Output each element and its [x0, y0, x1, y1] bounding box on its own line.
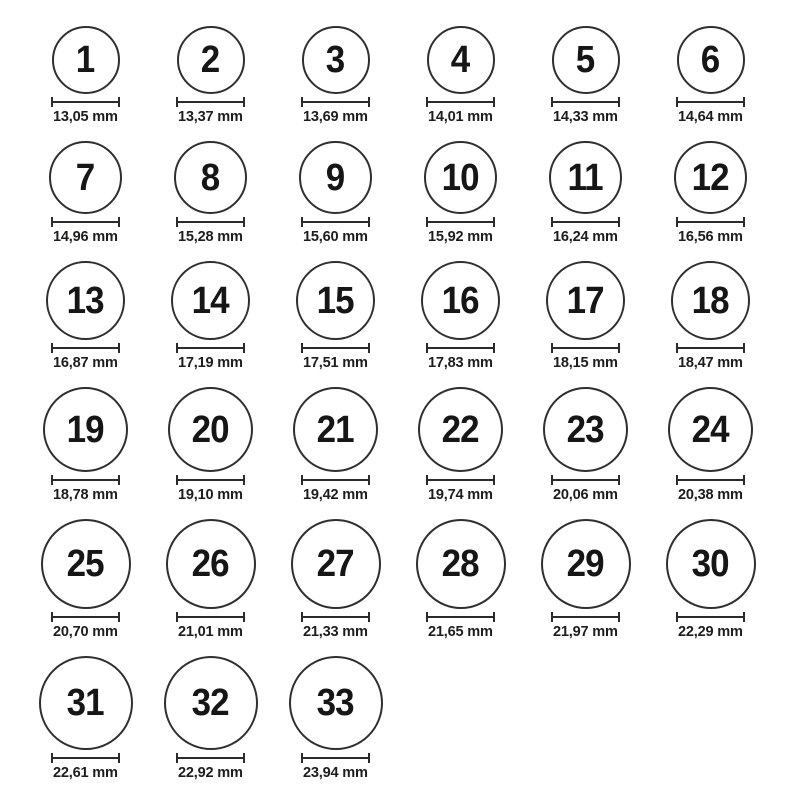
- ring-circle: [49, 141, 122, 214]
- ring-size-cell: [398, 261, 523, 371]
- diameter-ruler-icon: [51, 97, 120, 107]
- ring-circle: [668, 387, 753, 472]
- ring-circle: [543, 387, 628, 472]
- ring-size-cell: [273, 141, 398, 245]
- diameter-label: 16,24 mm: [553, 228, 618, 245]
- ring-circle: [293, 387, 378, 472]
- ring-circle: [164, 656, 258, 750]
- ring-size-number: 31: [66, 682, 105, 724]
- ring-circle: [424, 141, 497, 214]
- diameter-ruler-icon: [551, 97, 620, 107]
- ring-circle: [299, 141, 372, 214]
- diameter-ruler-icon: [551, 475, 620, 485]
- diameter-label: 21,97 mm: [553, 623, 618, 640]
- ring-size-cell: [148, 141, 273, 245]
- ring-size-cell: [273, 261, 398, 371]
- diameter-ruler-icon: [676, 97, 745, 107]
- ring-size-number: 1: [76, 39, 95, 81]
- diameter-label: 21,65 mm: [428, 623, 493, 640]
- ring-size-number: 30: [691, 543, 730, 585]
- ring-size-number: 21: [316, 408, 355, 451]
- diameter-label: 20,70 mm: [53, 623, 118, 640]
- ring-size-number: 26: [191, 543, 230, 585]
- ring-size-cell: [398, 26, 523, 125]
- diameter-label: 17,83 mm: [428, 354, 493, 371]
- ring-circle: [427, 26, 495, 94]
- diameter-ruler-icon: [676, 475, 745, 485]
- diameter-label: 13,05 mm: [53, 108, 118, 125]
- diameter-label: 16,56 mm: [678, 228, 743, 245]
- diameter-label: 17,19 mm: [178, 354, 243, 371]
- ring-circle: [677, 26, 745, 94]
- ring-size-number: 14: [191, 279, 230, 322]
- diameter-label: 14,64 mm: [678, 108, 743, 125]
- diameter-label: 14,01 mm: [428, 108, 493, 125]
- ring-size-number: 28: [441, 543, 480, 585]
- ring-size-cell: [23, 519, 148, 640]
- ring-size-cell: [23, 141, 148, 245]
- ring-size-number: 20: [191, 408, 230, 451]
- diameter-ruler-icon: [301, 475, 370, 485]
- ring-circle: [666, 519, 756, 609]
- diameter-ruler-icon: [51, 475, 120, 485]
- diameter-label: 19,74 mm: [428, 486, 493, 503]
- ring-size-cell: [523, 519, 648, 640]
- diameter-label: 15,60 mm: [303, 228, 368, 245]
- diameter-label: 20,06 mm: [553, 486, 618, 503]
- ring-size-number: 4: [451, 39, 470, 81]
- diameter-label: 18,78 mm: [53, 486, 118, 503]
- ring-size-number: 12: [691, 156, 730, 199]
- diameter-label: 21,33 mm: [303, 623, 368, 640]
- diameter-ruler-icon: [551, 217, 620, 227]
- ring-circle: [43, 387, 128, 472]
- diameter-ruler-icon: [176, 217, 245, 227]
- ring-size-number: 9: [326, 156, 345, 199]
- ring-size-number: 2: [201, 39, 220, 81]
- diameter-ruler-icon: [301, 343, 370, 353]
- ring-size-number: 3: [326, 39, 345, 81]
- diameter-label: 23,94 mm: [303, 764, 368, 781]
- ring-circle: [671, 261, 750, 340]
- size-row: [23, 261, 800, 371]
- ring-circle: [171, 261, 250, 340]
- ring-size-number: 29: [566, 543, 605, 585]
- diameter-label: 14,33 mm: [553, 108, 618, 125]
- ring-circle: [552, 26, 620, 94]
- ring-size-cell: [148, 519, 273, 640]
- ring-size-cell: [148, 387, 273, 503]
- ring-size-number: 7: [76, 156, 95, 199]
- ring-size-number: 17: [566, 279, 605, 322]
- ring-size-cell: [398, 387, 523, 503]
- diameter-label: 22,92 mm: [178, 764, 243, 781]
- diameter-ruler-icon: [176, 753, 245, 763]
- diameter-label: 21,01 mm: [178, 623, 243, 640]
- ring-size-cell: [523, 26, 648, 125]
- diameter-ruler-icon: [51, 612, 120, 622]
- ring-circle: [302, 26, 370, 94]
- diameter-ruler-icon: [301, 217, 370, 227]
- ring-size-cell: [648, 519, 773, 640]
- ring-size-cell: [23, 387, 148, 503]
- ring-size-number: 16: [441, 279, 480, 322]
- diameter-ruler-icon: [676, 612, 745, 622]
- ring-circle: [291, 519, 381, 609]
- ring-circle: [418, 387, 503, 472]
- ring-circle: [296, 261, 375, 340]
- diameter-label: 14,96 mm: [53, 228, 118, 245]
- ring-size-cell: [523, 261, 648, 371]
- ring-size-cell: [398, 141, 523, 245]
- ring-size-number: 11: [567, 156, 604, 199]
- size-row: [23, 26, 800, 125]
- diameter-ruler-icon: [426, 612, 495, 622]
- diameter-ruler-icon: [176, 612, 245, 622]
- ring-size-cell: [273, 26, 398, 125]
- ring-circle: [46, 261, 125, 340]
- diameter-ruler-icon: [426, 475, 495, 485]
- ring-size-number: 19: [66, 408, 105, 451]
- ring-circle: [416, 519, 506, 609]
- diameter-ruler-icon: [51, 217, 120, 227]
- ring-circle: [39, 656, 133, 750]
- diameter-ruler-icon: [51, 753, 120, 763]
- diameter-ruler-icon: [301, 753, 370, 763]
- diameter-label: 13,69 mm: [303, 108, 368, 125]
- diameter-label: 22,61 mm: [53, 764, 118, 781]
- ring-circle: [166, 519, 256, 609]
- ring-size-number: 5: [576, 39, 595, 81]
- diameter-ruler-icon: [426, 97, 495, 107]
- ring-size-cell: [273, 387, 398, 503]
- ring-circle: [421, 261, 500, 340]
- diameter-ruler-icon: [301, 97, 370, 107]
- ring-size-cell: [273, 519, 398, 640]
- diameter-ruler-icon: [676, 217, 745, 227]
- diameter-label: 15,28 mm: [178, 228, 243, 245]
- diameter-label: 17,51 mm: [303, 354, 368, 371]
- ring-size-cell: [523, 141, 648, 245]
- ring-size-number: 13: [66, 279, 105, 322]
- diameter-ruler-icon: [176, 97, 245, 107]
- size-row: [23, 519, 800, 640]
- ring-size-number: 8: [201, 156, 220, 199]
- ring-size-cell: [23, 656, 148, 781]
- size-row: [23, 656, 800, 781]
- ring-size-number: 32: [191, 682, 230, 724]
- ring-size-number: 24: [691, 408, 730, 451]
- ring-circle: [41, 519, 131, 609]
- ring-size-cell: [648, 141, 773, 245]
- ring-size-cell: [148, 261, 273, 371]
- diameter-label: 15,92 mm: [428, 228, 493, 245]
- ring-size-number: 6: [701, 39, 720, 81]
- diameter-label: 13,37 mm: [178, 108, 243, 125]
- ring-size-cell: [148, 656, 273, 781]
- ring-size-cell: [273, 656, 398, 781]
- ring-size-cell: [648, 261, 773, 371]
- ring-size-number: 23: [566, 408, 605, 451]
- size-row: [23, 387, 800, 503]
- diameter-label: 19,42 mm: [303, 486, 368, 503]
- ring-size-cell: [398, 519, 523, 640]
- ring-circle: [168, 387, 253, 472]
- size-row: [23, 141, 800, 245]
- ring-circle: [541, 519, 631, 609]
- ring-circle: [549, 141, 622, 214]
- ring-size-cell: [148, 26, 273, 125]
- diameter-label: 18,47 mm: [678, 354, 743, 371]
- ring-size-number: 22: [441, 408, 480, 451]
- diameter-ruler-icon: [426, 217, 495, 227]
- ring-circle: [674, 141, 747, 214]
- ring-size-number: 27: [316, 543, 355, 585]
- diameter-label: 18,15 mm: [553, 354, 618, 371]
- diameter-ruler-icon: [676, 343, 745, 353]
- ring-size-cell: [23, 26, 148, 125]
- ring-circle: [289, 656, 383, 750]
- ring-circle: [174, 141, 247, 214]
- ring-size-cell: [648, 387, 773, 503]
- ring-circle: [177, 26, 245, 94]
- diameter-label: 20,38 mm: [678, 486, 743, 503]
- diameter-ruler-icon: [551, 612, 620, 622]
- ring-size-number: 15: [316, 279, 355, 322]
- diameter-label: 19,10 mm: [178, 486, 243, 503]
- ring-size-number: 33: [316, 682, 355, 724]
- ring-size-number: 18: [691, 279, 730, 322]
- diameter-ruler-icon: [301, 612, 370, 622]
- diameter-ruler-icon: [426, 343, 495, 353]
- diameter-ruler-icon: [176, 343, 245, 353]
- diameter-ruler-icon: [551, 343, 620, 353]
- ring-size-number: 25: [66, 543, 105, 585]
- ring-size-number: 10: [441, 156, 480, 199]
- ring-size-cell: [648, 26, 773, 125]
- ring-circle: [52, 26, 120, 94]
- diameter-ruler-icon: [176, 475, 245, 485]
- diameter-label: 16,87 mm: [53, 354, 118, 371]
- ring-circle: [546, 261, 625, 340]
- ring-size-cell: [523, 387, 648, 503]
- diameter-ruler-icon: [51, 343, 120, 353]
- diameter-label: 22,29 mm: [678, 623, 743, 640]
- ring-size-cell: [23, 261, 148, 371]
